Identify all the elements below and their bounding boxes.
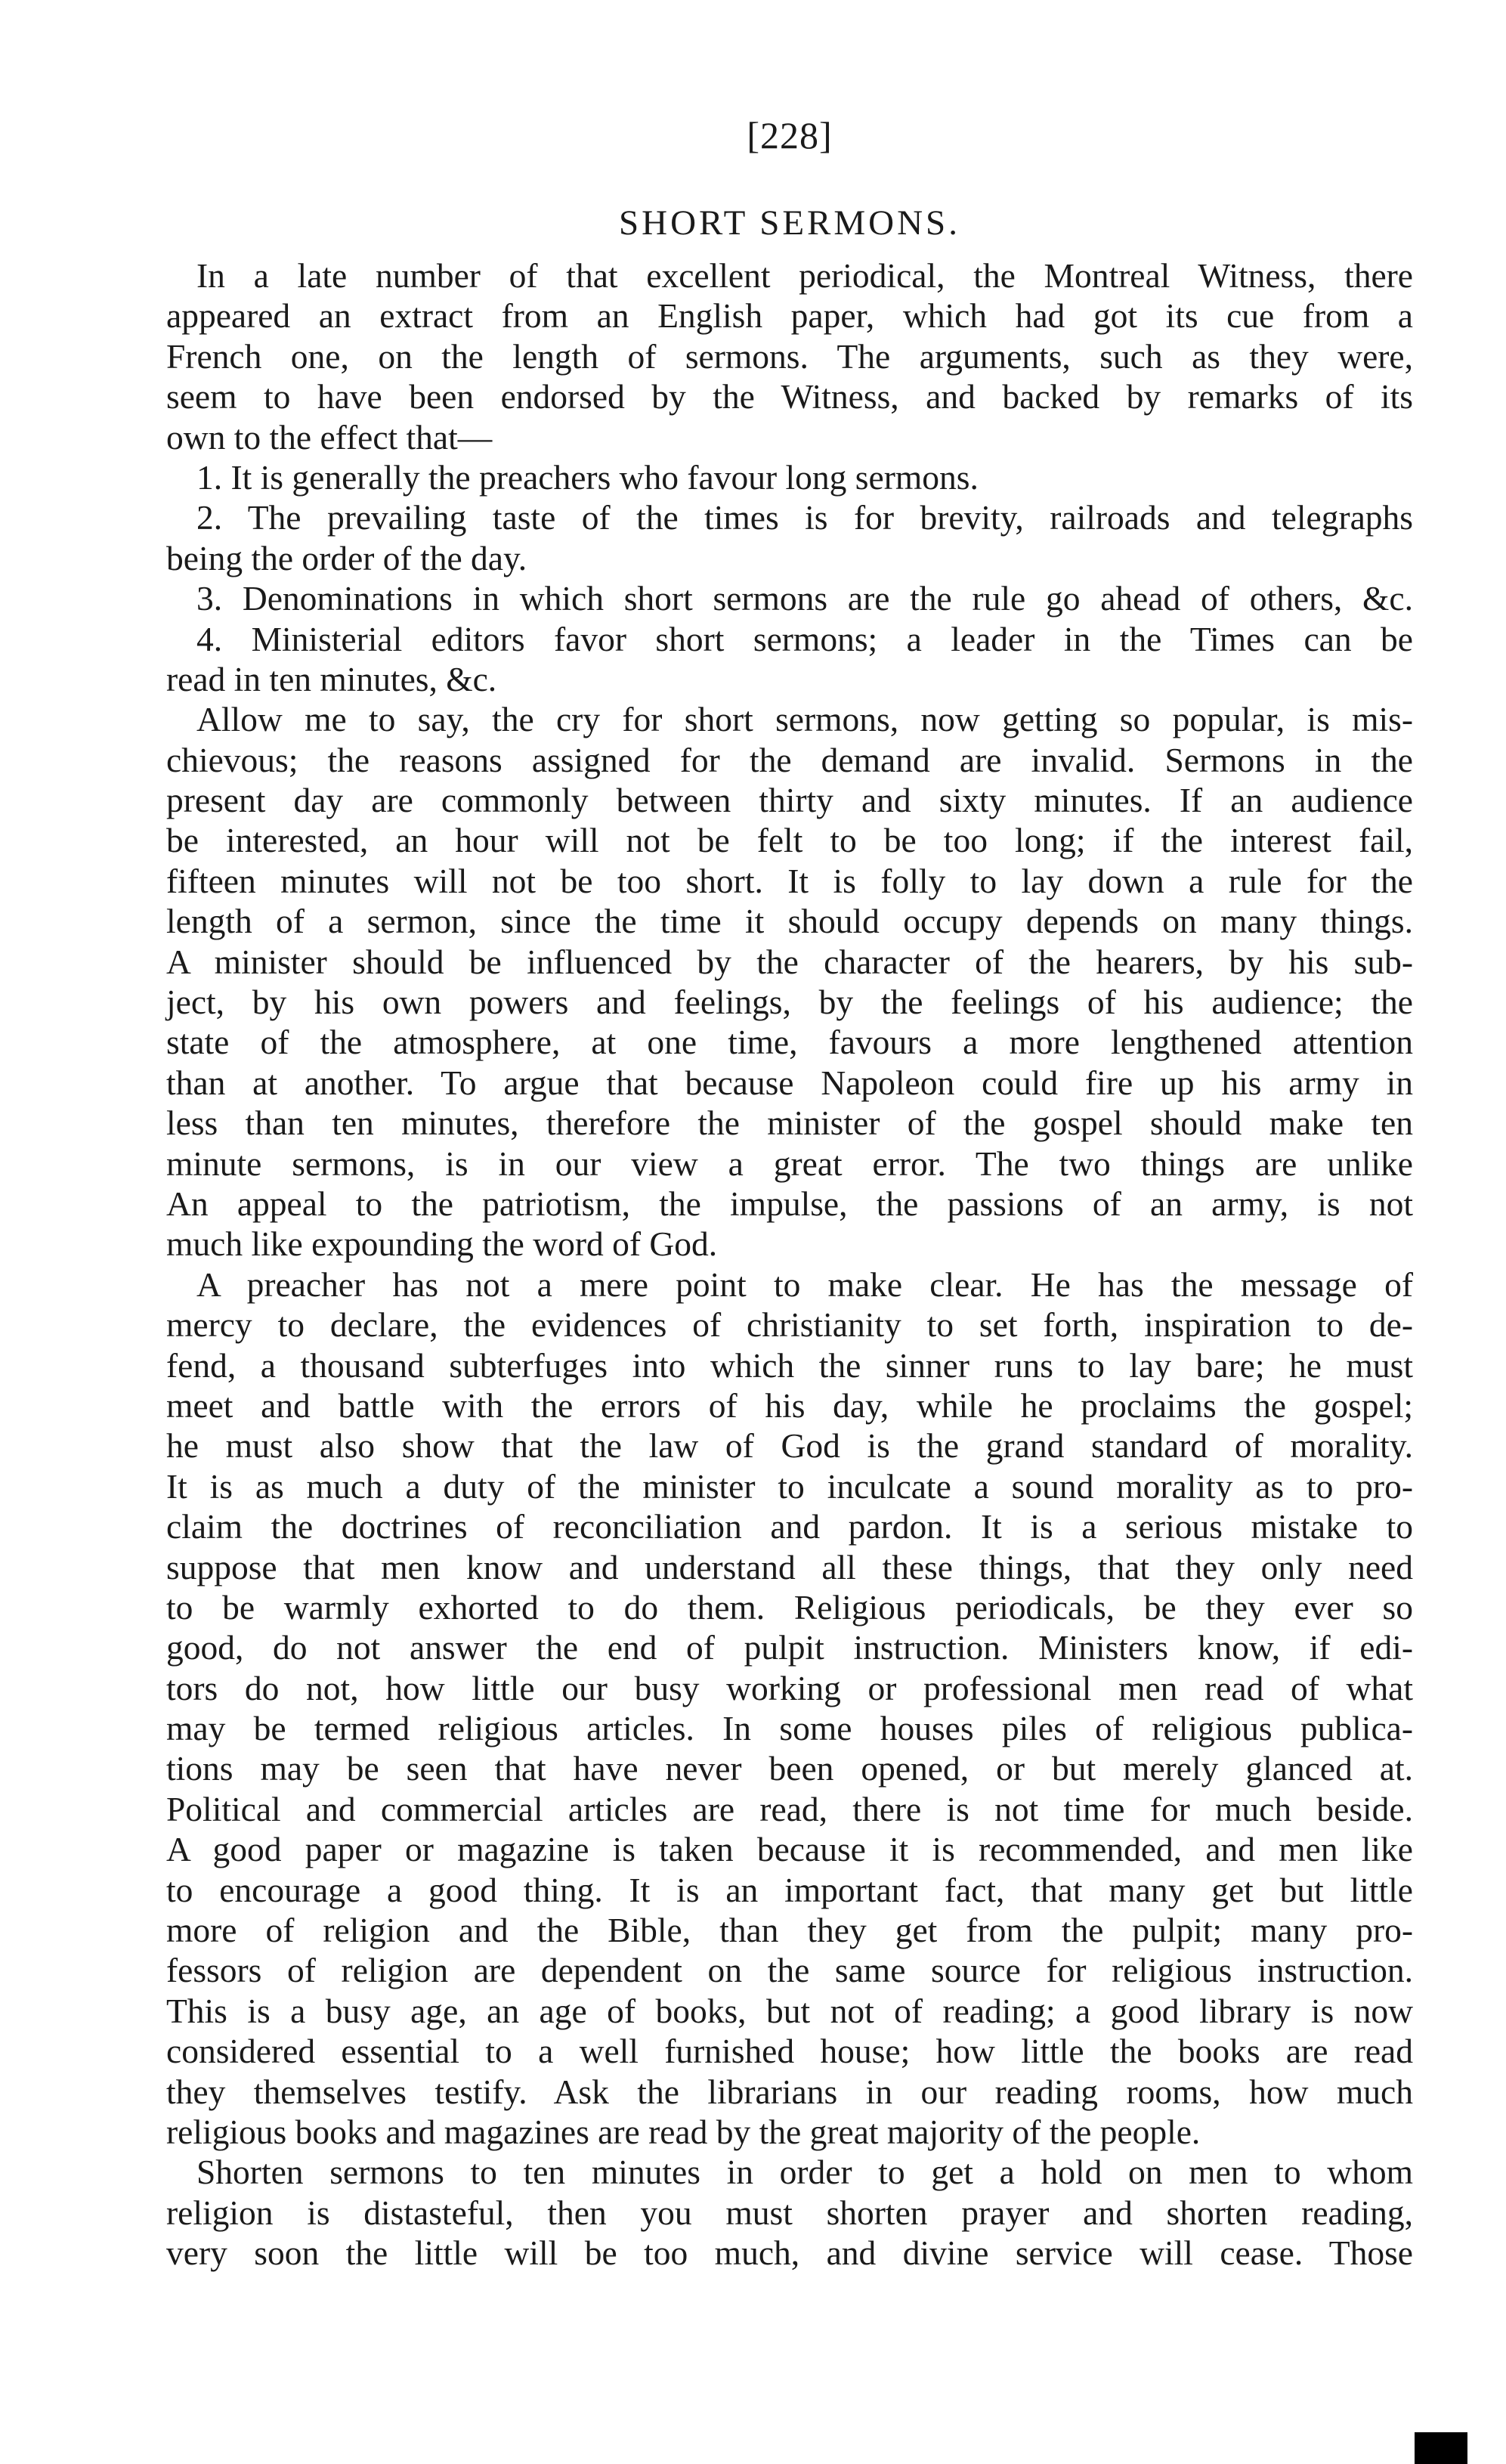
text-line: he must also show that the law of God is the grand standard of morality.	[166, 1426, 1413, 1466]
text-line: fend, a thousand subterfuges into which the sinner runs to lay bare; he must	[166, 1345, 1413, 1385]
text-line: A preacher has not a mere point to make clear. He has the message of	[196, 1265, 1413, 1304]
text-line: suppose that men know and understand all these things, that they only need	[166, 1547, 1413, 1586]
text-line: they themselves testify. Ask the librarians in our reading rooms, how much	[166, 2072, 1413, 2111]
text-line: chievous; the reasons assigned for the demand are invalid. Sermons in the	[166, 740, 1413, 779]
book-page	[166, 113, 1413, 2274]
text-line: appeared an extract from an English paper, which had got its cue from a	[166, 296, 1413, 336]
text-line: very soon the little will be too much, and divine service will cease. Those	[166, 2233, 1413, 2273]
text-line: good, do not answer the end of pulpit instruction. Ministers know, if edi-	[166, 1628, 1413, 1667]
text-line: much like expounding the word of God.	[166, 1224, 718, 1264]
text-line: religion is distasteful, then you must shorten prayer and shorten reading,	[166, 2193, 1413, 2232]
scan-edge-mark	[1415, 2432, 1467, 2464]
text-line: Allow me to say, the cry for short sermons, now getting so popular, is mis-	[196, 700, 1413, 739]
text-line: to encourage a good thing. It is an important fact, that many get but little	[166, 1870, 1413, 1909]
text-line: fifteen minutes will not be too short. It is folly to lay down a rule for the	[166, 861, 1413, 900]
text-line: own to the effect that—	[166, 417, 493, 457]
text-line: This is a busy age, an age of books, but not of reading; a good library is now	[166, 1991, 1413, 2030]
text-line: 3. Denominations in which short sermons are the rule go ahead of others, &c.	[196, 579, 1413, 618]
text-line: state of the atmosphere, at one time, favours a more lengthened attention	[166, 1023, 1413, 1062]
text-line: claim the doctrines of reconciliation and pardon. It is a serious mistake to	[166, 1507, 1413, 1546]
text-line: religious books and magazines are read by the great majority of the people.	[166, 2112, 1201, 2151]
text-line: tions may be seen that have never been opened, or but merely glanced at.	[166, 1749, 1413, 1788]
text-line: ject, by his own powers and feelings, by the feelings of his audience; the	[166, 983, 1413, 1022]
article-title: SHORT SERMONS.	[619, 203, 960, 243]
text-line: 4. Ministerial editors favor short sermons; a leader in the Times can be	[196, 619, 1413, 658]
text-line: 1. It is generally the preachers who favour long sermons.	[196, 457, 979, 497]
text-line: It is as much a duty of the minister to inculcate a sound morality as to pro-	[166, 1466, 1413, 1506]
text-line: A minister should be influenced by the character of the hearers, by his sub-	[166, 942, 1413, 981]
page-number: [228]	[747, 114, 833, 156]
text-line: considered essential to a well furnished house; how little the books are read	[166, 2032, 1413, 2071]
text-line: Political and commercial articles are read, there is not time for much beside.	[166, 1789, 1413, 1828]
text-line: Shorten sermons to ten minutes in order to get a hold on men to whom	[196, 2153, 1413, 2192]
text-line: minute sermons, is in our view a great error. The two things are unlike	[166, 1144, 1413, 1183]
text-line: being the order of the day.	[166, 538, 527, 577]
text-line: In a late number of that excellent periodical, the Montreal Witness, there	[196, 256, 1413, 295]
text-line: tors do not, how little our busy working or professional men read of what	[166, 1668, 1413, 1707]
text-line: more of religion and the Bible, than they get from the pulpit; many pro-	[166, 1911, 1413, 1950]
text-line: meet and battle with the errors of his day, while he proclaims the gospel;	[166, 1385, 1413, 1425]
text-line: read in ten minutes, &c.	[166, 659, 497, 698]
text-line: An appeal to the patriotism, the impulse, the passions of an army, is not	[166, 1184, 1413, 1223]
text-line: may be termed religious articles. In some houses piles of religious publica-	[166, 1709, 1413, 1748]
text-line: to be warmly exhorted to do them. Religious periodicals, be they ever so	[166, 1587, 1413, 1627]
text-line: be interested, an hour will not be felt to be too long; if the interest fail,	[166, 821, 1413, 860]
article-body	[166, 255, 1413, 2274]
text-line: mercy to declare, the evidences of christianity to set forth, inspiration to de-	[166, 1305, 1413, 1345]
text-line: than at another. To argue that because Napoleon could fire up his army in	[166, 1063, 1413, 1102]
text-line: French one, on the length of sermons. The arguments, such as they were,	[166, 336, 1413, 376]
text-line: length of a sermon, since the time it should occupy depends on many things.	[166, 902, 1413, 941]
text-line: A good paper or magazine is taken because it is recommended, and men like	[166, 1830, 1413, 1869]
text-line: fessors of religion are dependent on the same source for religious instruction.	[166, 1951, 1413, 1990]
text-line: 2. The prevailing taste of the times is for brevity, railroads and telegraphs	[196, 498, 1413, 537]
text-line: less than ten minutes, therefore the minister of the gospel should make ten	[166, 1104, 1413, 1143]
text-line: present day are commonly between thirty and sixty minutes. If an audience	[166, 781, 1413, 820]
text-line: seem to have been endorsed by the Witness, and backed by remarks of its	[166, 377, 1413, 416]
